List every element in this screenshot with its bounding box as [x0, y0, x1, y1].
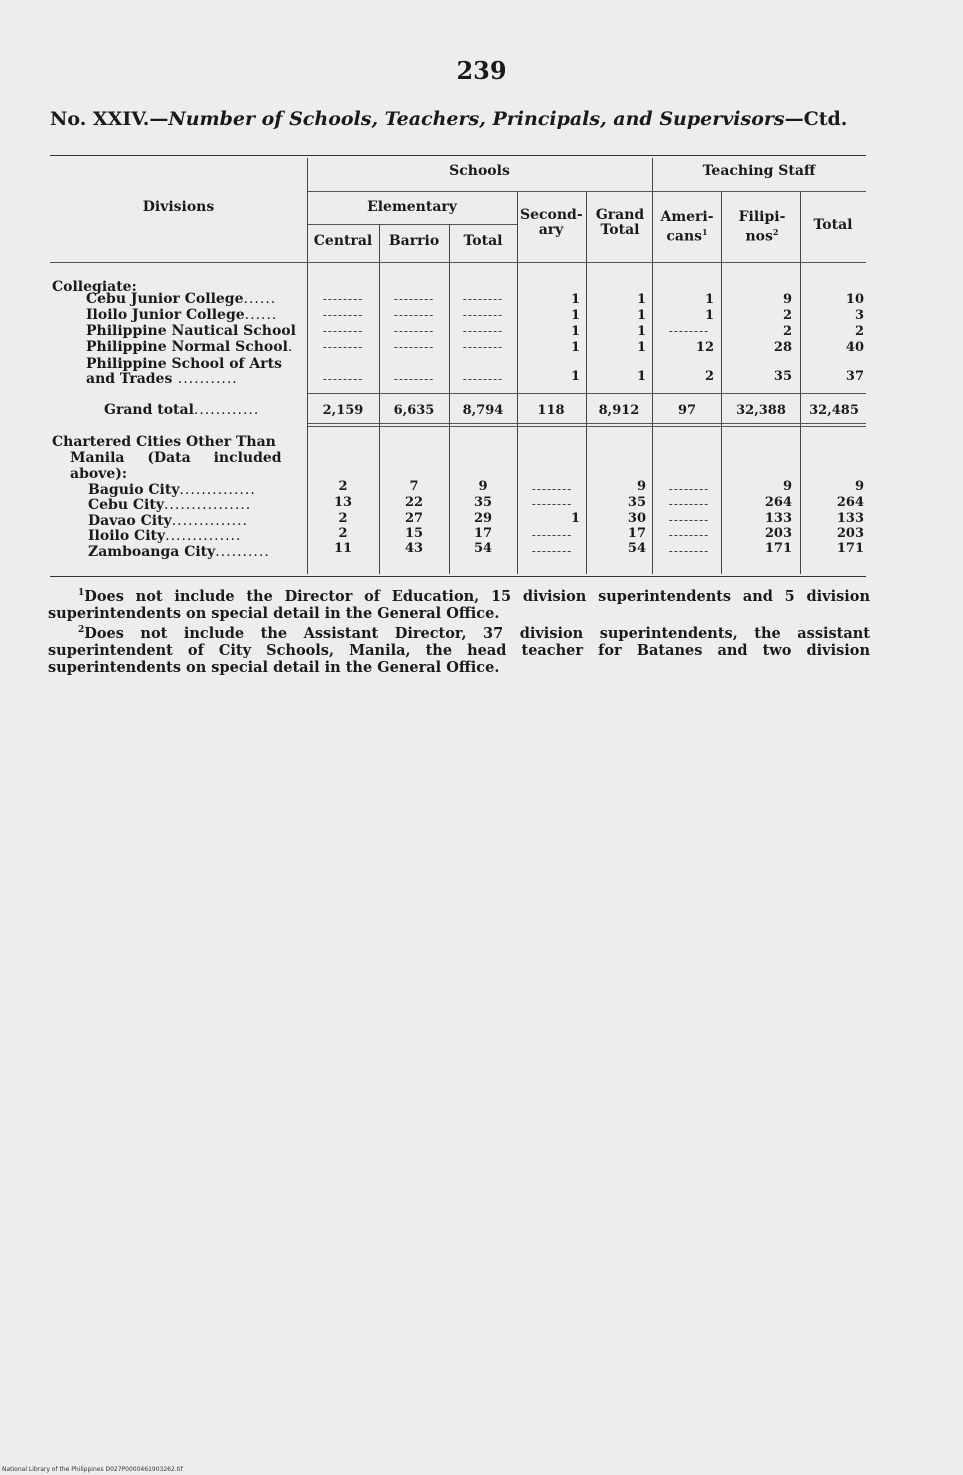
- title-prefix: No. XXIV.—: [50, 108, 169, 130]
- total-cell: 29: [473, 511, 493, 526]
- row-label: Iloilo Junior College......: [86, 307, 278, 323]
- col-divider: [586, 192, 587, 574]
- filipinos-cell: 2: [782, 308, 792, 323]
- row-label: Zamboanga City..........: [88, 544, 270, 560]
- footnote-2: $^2$Does not include the Assistant Director, 37 division superintendents, the assistant superintendent of City Schools, Manila, the head teacher for Batanes and two division superintendents on special detail in the General Office.: [48, 624, 870, 676]
- bottom-rule: [50, 576, 866, 577]
- secondary-cell: 1: [570, 369, 580, 384]
- header-americans: Ameri- cans$^1$: [660, 209, 714, 245]
- secondary-cell: 1: [570, 340, 580, 355]
- secondary-cell: 1: [570, 292, 580, 307]
- barrio-cell: 43: [404, 541, 424, 556]
- staff-total-cell: 3: [854, 308, 864, 323]
- row-label: Baguio City..............: [88, 482, 256, 498]
- header-rule: [308, 224, 517, 225]
- staff-total-cell: 9: [854, 479, 864, 494]
- staff-total-cell: 171: [836, 541, 864, 556]
- header-schools: Schools: [449, 163, 510, 179]
- total-cell: 9: [478, 479, 488, 494]
- col-divider: [307, 158, 308, 574]
- barrio-cell: 27: [404, 511, 424, 526]
- central-cell: 2,159: [322, 403, 364, 418]
- col-divider: [449, 225, 450, 574]
- central-cell: 13: [333, 495, 353, 510]
- filipinos-cell: 171: [764, 541, 792, 556]
- header-central: Central: [313, 233, 373, 249]
- chartered-heading-2: Manila (Data included: [70, 450, 282, 466]
- total-cell: 35: [473, 495, 493, 510]
- header-divisions: Divisions: [142, 199, 215, 215]
- subtotal-rule: [308, 393, 866, 394]
- col-divider: [379, 225, 380, 574]
- grand-total-rule: [308, 426, 866, 427]
- footnote-1: $^1$Does not include the Director of Education, 15 division superintendents and 5 division superintendents on special detail in the General Office.: [48, 587, 870, 622]
- row-label: Iloilo City..............: [88, 528, 242, 544]
- barrio-cell: 22: [404, 495, 424, 510]
- americans-cell: 97: [677, 403, 697, 418]
- col-divider: [800, 192, 801, 574]
- staff-total-cell: 37: [845, 369, 864, 384]
- grand-total-cell: 1: [636, 308, 646, 323]
- header-total: Total: [463, 233, 503, 249]
- chartered-heading-1: Chartered Cities Other Than: [52, 434, 276, 450]
- filipinos-cell: 35: [773, 369, 792, 384]
- row-label: Cebu Junior College......: [86, 291, 277, 307]
- col-divider: [721, 192, 722, 574]
- header-barrio: Barrio: [388, 233, 440, 249]
- total-cell: 17: [473, 526, 493, 541]
- filipinos-cell: 264: [764, 495, 792, 510]
- staff-total-cell: 10: [845, 292, 864, 307]
- barrio-cell: 6,635: [393, 403, 435, 418]
- grand-total-cell: 1: [636, 292, 646, 307]
- staff-total-cell: 203: [836, 526, 864, 541]
- page-number: 239: [456, 56, 507, 85]
- total-cell: 8,794: [462, 403, 504, 418]
- grand-total-cell: 1: [636, 324, 646, 339]
- grand-total-label: Grand total............: [104, 402, 260, 418]
- grand-total-cell: 54: [627, 541, 646, 556]
- filipinos-cell: 28: [773, 340, 792, 355]
- americans-cell: 1: [704, 292, 714, 307]
- total-cell: 54: [473, 541, 493, 556]
- grand-total-cell: 9: [636, 479, 646, 494]
- secondary-cell: 1: [570, 511, 580, 526]
- staff-total-cell: 264: [836, 495, 864, 510]
- americans-cell: 1: [704, 308, 714, 323]
- grand-total-cell: 17: [627, 526, 646, 541]
- barrio-cell: 7: [409, 479, 419, 494]
- scan-imprint: National Library of the Philippines D027P0000461903262.tif: [2, 1466, 183, 1473]
- filipinos-cell: 9: [782, 479, 792, 494]
- title-italic: Number of Schools, Teachers, Principals, and Supervisors: [168, 108, 785, 130]
- filipinos-cell: 9: [782, 292, 792, 307]
- row-label: Cebu City................: [88, 497, 252, 513]
- header-rule: [308, 191, 652, 192]
- title-suffix: —Ctd.: [784, 108, 848, 130]
- header-staff-total: Total: [813, 217, 853, 233]
- grand-total-cell: 1: [636, 340, 646, 355]
- chartered-heading-3: above):: [70, 466, 128, 482]
- secondary-cell: 1: [570, 324, 580, 339]
- americans-cell: 12: [695, 340, 714, 355]
- staff-total-cell: 32,485: [809, 403, 859, 418]
- filipinos-cell: 32,388: [736, 403, 786, 418]
- row-label: Philippine Normal School.: [86, 339, 294, 355]
- filipinos-cell: 133: [764, 511, 792, 526]
- row-label: Philippine Nautical School: [86, 323, 296, 339]
- header-rule: [653, 191, 866, 192]
- footnotes: [48, 585, 870, 676]
- collegiate-heading: Collegiate:: [52, 279, 137, 295]
- filipinos-cell: 2: [782, 324, 792, 339]
- grand-total-rule: [308, 423, 866, 424]
- grand-total-cell: 8,912: [598, 403, 640, 418]
- header-secondary: Second- ary: [520, 207, 583, 238]
- row-label: Philippine School of Arts and Trades ...........: [86, 356, 283, 387]
- secondary-cell: 1: [570, 308, 580, 323]
- header-rule: [50, 262, 866, 263]
- top-rule: [50, 155, 866, 156]
- central-cell: 11: [333, 541, 353, 556]
- barrio-cell: 15: [404, 526, 424, 541]
- secondary-cell: 118: [537, 403, 565, 418]
- staff-total-cell: 40: [845, 340, 864, 355]
- header-grand-total: Grand Total: [595, 207, 645, 238]
- central-cell: 2: [338, 526, 348, 541]
- row-label: Davao City..............: [88, 513, 249, 529]
- header-filipinos: Filipi- nos$^2$: [738, 209, 786, 245]
- col-divider: [652, 158, 653, 574]
- central-cell: 2: [338, 511, 348, 526]
- staff-total-cell: 133: [836, 511, 864, 526]
- col-divider: [517, 192, 518, 574]
- header-teaching-staff: Teaching Staff: [702, 163, 816, 179]
- staff-total-cell: 2: [854, 324, 864, 339]
- filipinos-cell: 203: [764, 526, 792, 541]
- table-title: [50, 108, 870, 130]
- grand-total-cell: 1: [636, 369, 646, 384]
- grand-total-cell: 35: [627, 495, 646, 510]
- header-elementary: Elementary: [367, 199, 457, 215]
- central-cell: 2: [338, 479, 348, 494]
- americans-cell: 2: [704, 369, 714, 384]
- grand-total-cell: 30: [627, 511, 646, 526]
